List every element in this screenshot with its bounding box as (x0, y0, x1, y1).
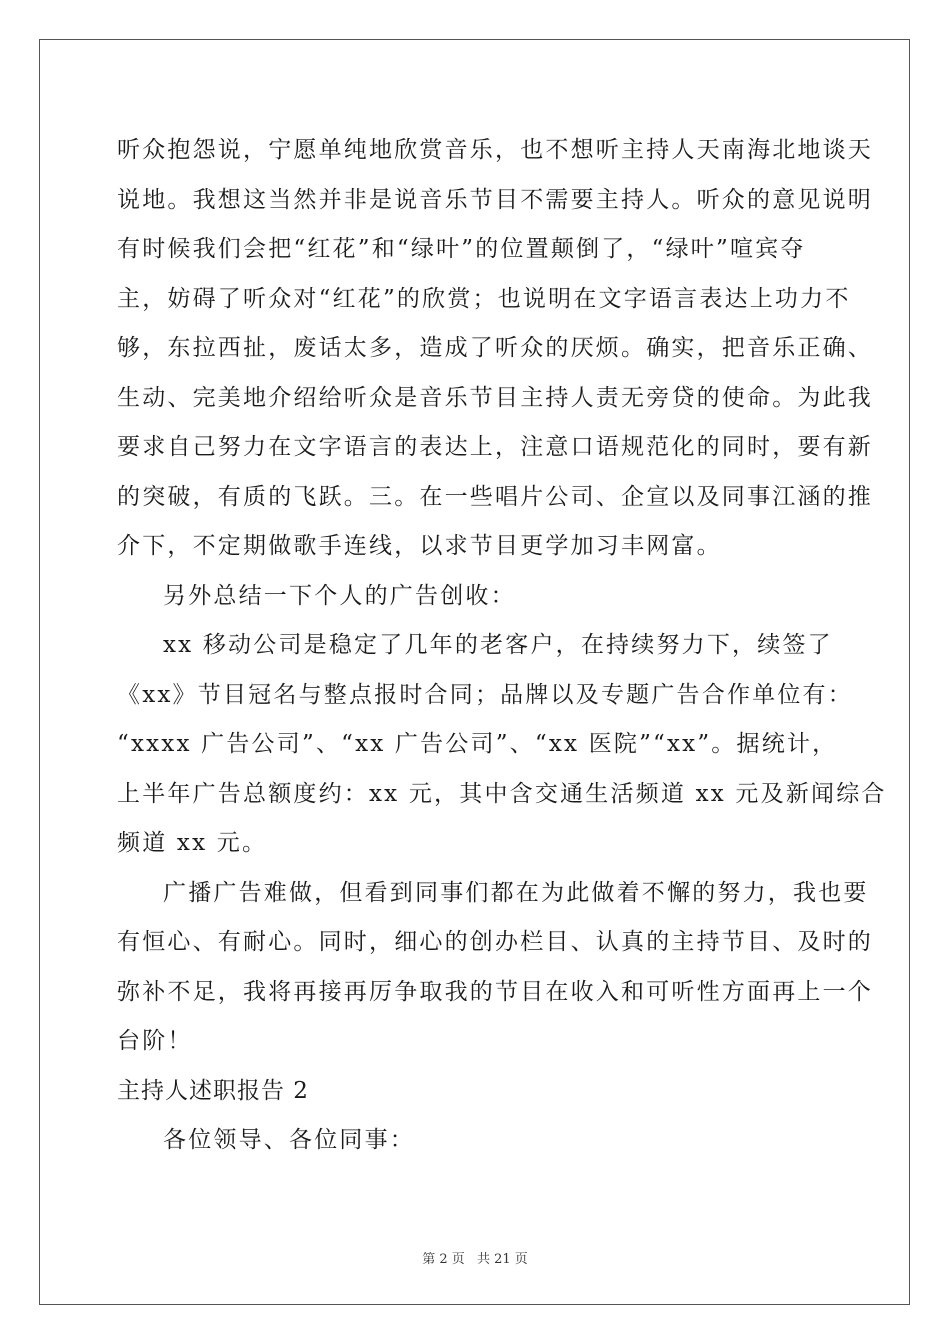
text-line: 各位领导、各位同事： (163, 1127, 415, 1153)
text-line: 说地。我想这当然并非是说音乐节目不需要主持人。听众的意见说明 (117, 186, 873, 213)
text-line: 另外总结一下个人的广告创收： (163, 582, 516, 609)
text-line: 听众抱怨说，宁愿单纯地欣赏音乐，也不想听主持人天南海北地谈天 (117, 137, 873, 163)
text-line: 介下，不定期做歌手连线，以求节目更学加习丰网富。 (117, 533, 722, 559)
text-line: 台阶！ (117, 1028, 193, 1054)
paragraph-4 (117, 869, 873, 1067)
text-line: 有恒心、有耐心。同时，细心的创办栏目、认真的主持节目、及时的 (117, 929, 873, 955)
text-line: “xxxx 广告公司”、“xx 广告公司”、“xx 医院”“xx”。据统计， (117, 731, 838, 757)
paragraph-3 (117, 621, 887, 869)
text-line: 够，东拉西扯，废话太多，造成了听众的厌烦。确实，把音乐正确、 (117, 335, 873, 361)
text-line: 上半年广告总额度约：xx 元，其中含交通生活频道 xx 元及新闻综合 (117, 780, 887, 807)
text-line: 弥补不足，我将再接再厉争取我的节目在收入和可听性方面再上一个 (117, 978, 873, 1005)
page-footer (0, 1248, 950, 1267)
text-line: 频道 xx 元。 (117, 830, 268, 856)
text-line: 生动、完美地介绍给听众是音乐节目主持人责无旁贷的使命。为此我 (117, 384, 873, 411)
text-line: 主，妨碍了听众对“红花”的欣赏；也说明在文字语言表达上功力不 (117, 285, 851, 312)
text-line: 有时候我们会把“红花”和“绿叶”的位置颠倒了，“绿叶”喧宾夺 (117, 236, 806, 262)
paragraph-2 (117, 572, 837, 622)
text-line: xx 移动公司是稳定了几年的老客户，在持续努力下，续签了 (163, 632, 833, 658)
page-number-total: 共 21 页 (476, 1252, 528, 1267)
text-line: 要求自己努力在文字语言的表达上，注意口语规范化的同时，要有新 (117, 434, 873, 460)
section-heading: 主持人述职报告 2 (117, 1077, 309, 1104)
page-number-current: 第 2 页 (422, 1252, 465, 1267)
text-line: 广播广告难做，但看到同事们都在为此做着不懈的努力，我也要 (163, 879, 869, 906)
text-line: 的突破，有质的飞跃。三。在一些唱片公司、企宣以及同事江涵的推 (117, 483, 873, 510)
greeting (117, 1116, 837, 1166)
text-line: 《xx》节目冠名与整点报时合同；品牌以及专题广告合作单位有： (117, 681, 853, 708)
paragraph-1 (117, 126, 873, 572)
document-body (117, 126, 887, 1166)
